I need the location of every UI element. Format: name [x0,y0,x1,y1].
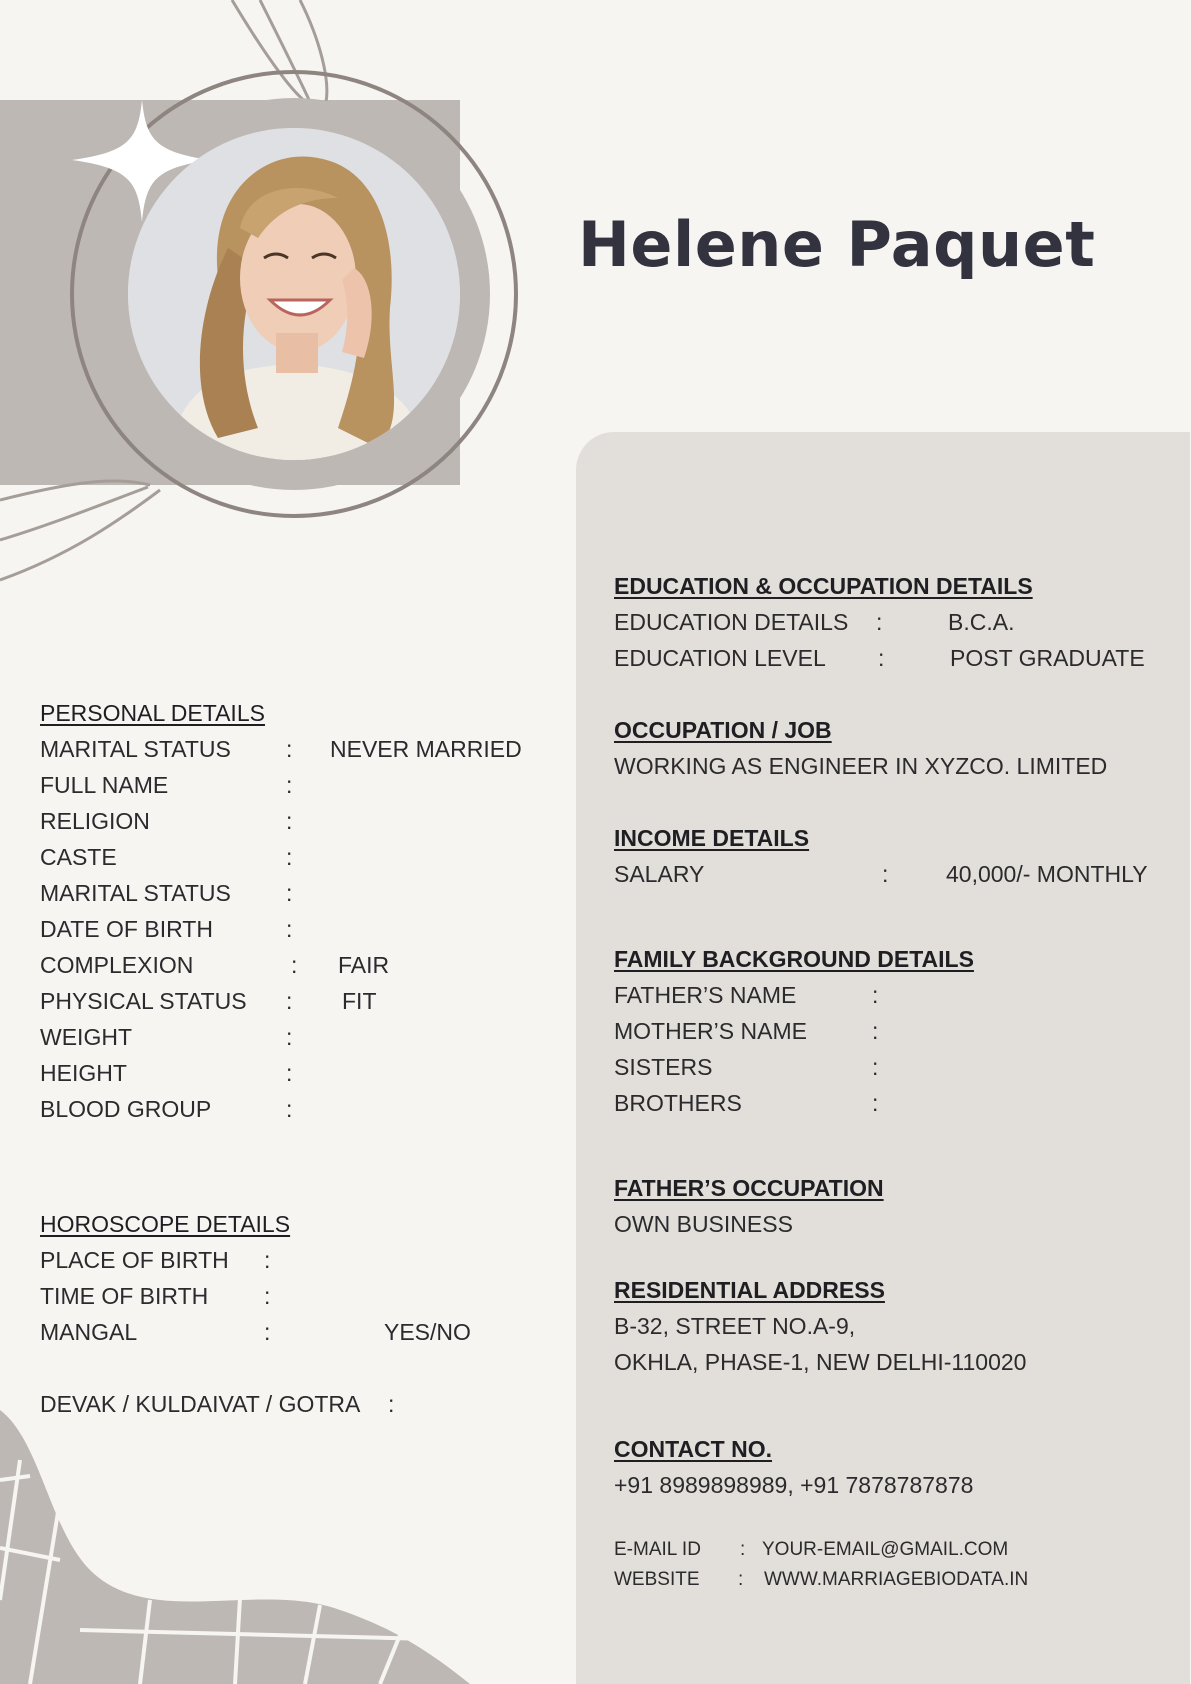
website-value[interactable]: WWW.MARRIAGEBIODATA.IN [764,1569,1029,1590]
education-details-separator: : [876,609,883,635]
row-separator: : [286,772,293,798]
website-label: WEBSITE [614,1569,700,1590]
row-label: MARITAL STATUS [40,880,231,906]
row-separator: : [286,844,293,870]
father-occupation-heading: FATHER’S OCCUPATION [614,1175,884,1201]
row-separator: : [264,1283,271,1309]
contact-heading: CONTACT NO. [614,1436,773,1462]
salary-value: 40,000/- MONTHLY [946,861,1148,887]
row-label: BROTHERS [614,1090,742,1116]
row-separator: : [872,1054,879,1080]
contact-phones: +91 8989898989, +91 7878787878 [614,1472,974,1498]
row-label: TIME OF BIRTH [40,1283,209,1309]
row-label: WEIGHT [40,1024,132,1050]
row-separator: : [286,916,293,942]
row-value: NEVER MARRIED [330,736,522,762]
row-separator: : [291,952,298,978]
salary-separator: : [882,861,889,887]
address-heading: RESIDENTIAL ADDRESS [614,1277,885,1303]
row-value: FIT [342,988,377,1014]
row-separator: : [872,1018,879,1044]
row-label: COMPLEXION [40,952,194,978]
row-label: PLACE OF BIRTH [40,1247,229,1273]
row-separator: : [264,1247,271,1273]
email-value[interactable]: YOUR-EMAIL@GMAIL.COM [762,1539,1009,1560]
row-separator: : [286,808,293,834]
father-occupation-text: OWN BUSINESS [614,1211,793,1237]
row-value: FAIR [338,952,390,978]
row-label: MANGAL [40,1319,138,1345]
row-label: FATHER’S NAME [614,982,797,1008]
family-heading: FAMILY BACKGROUND DETAILS [614,946,974,972]
education-level-label: EDUCATION LEVEL [614,645,826,671]
row-label: CASTE [40,844,117,870]
row-separator: : [286,880,293,906]
income-heading: INCOME DETAILS [614,825,810,851]
row-value: YES/NO [384,1319,471,1345]
address-line-2: OKHLA, PHASE-1, NEW DELHI-110020 [614,1349,1027,1375]
candidate-name: Helene Paquet [578,208,1096,281]
row-separator: : [872,982,879,1008]
profile-photo [128,128,460,460]
education-level-value: POST GRADUATE [950,645,1145,671]
bottom-decor-shape [0,1410,470,1684]
occupation-heading: OCCUPATION / JOB [614,717,832,743]
salary-label: SALARY [614,861,705,887]
gotra-label: DEVAK / KULDAIVAT / GOTRA [40,1391,361,1417]
email-separator: : [740,1539,746,1560]
row-separator: : [286,1060,293,1086]
horoscope-details-heading: HOROSCOPE DETAILS [40,1211,291,1237]
education-details-label: EDUCATION DETAILS [614,609,849,635]
row-label: BLOOD GROUP [40,1096,212,1122]
email-label: E-MAIL ID [614,1539,701,1560]
row-separator: : [264,1319,271,1345]
education-heading: EDUCATION & OCCUPATION DETAILS [614,573,1033,599]
row-label: HEIGHT [40,1060,127,1086]
row-label: SISTERS [614,1054,713,1080]
row-separator: : [286,1024,293,1050]
decor-line [0,490,160,580]
row-label: FULL NAME [40,772,169,798]
occupation-text: WORKING AS ENGINEER IN XYZCO. LIMITED [614,753,1108,779]
row-label: MARITAL STATUS [40,736,231,762]
education-level-separator: : [878,645,885,671]
row-separator: : [286,736,293,762]
row-separator: : [872,1090,879,1116]
decor-line [260,0,310,102]
row-label: RELIGION [40,808,150,834]
address-line-1: B-32, STREET NO.A-9, [614,1313,856,1339]
row-label: PHYSICAL STATUS [40,988,247,1014]
row-label: MOTHER’S NAME [614,1018,807,1044]
row-separator: : [286,1096,293,1122]
website-separator: : [738,1569,744,1590]
personal-details-heading: PERSONAL DETAILS [40,700,265,726]
education-details-value: B.C.A. [948,609,1015,635]
gotra-separator: : [388,1391,395,1417]
row-label: DATE OF BIRTH [40,916,213,942]
row-separator: : [286,988,293,1014]
